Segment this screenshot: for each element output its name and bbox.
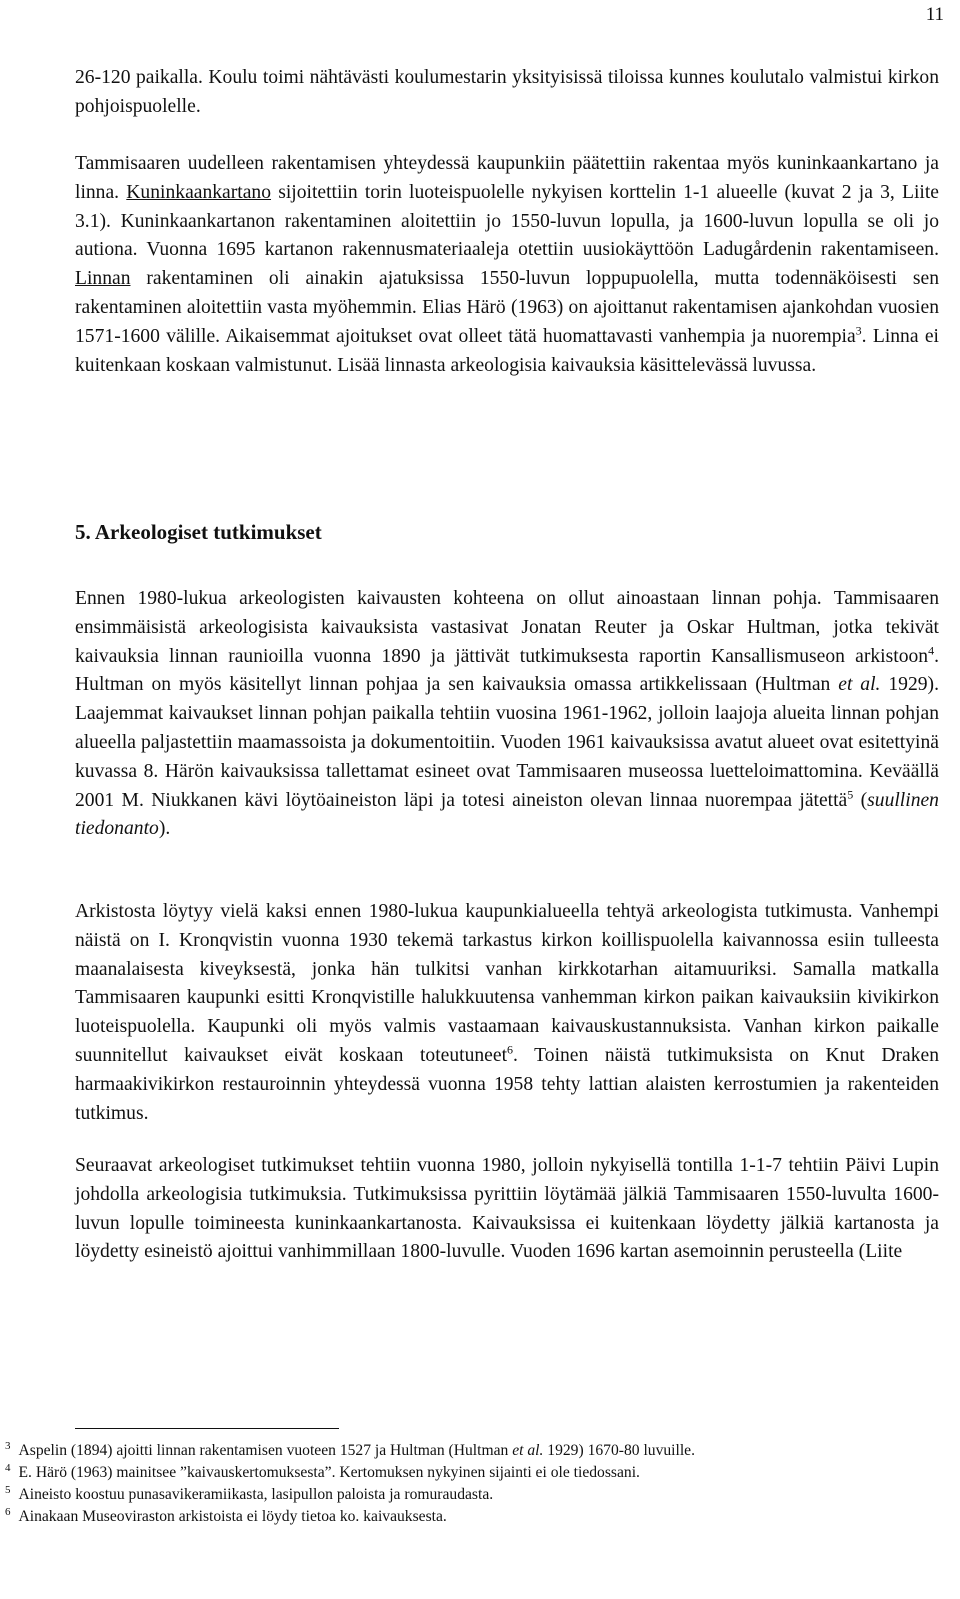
italic-text: suullinen tiedonanto [75,789,939,840]
underlined-term-royal-manor: Kuninkaankartano [126,181,272,203]
text-run: Tammisaaren uudelleen rakentamisen yhteydessä kaupunkiin päätettiin rakentaa myös kuninkaankartano ja linna. [75,153,939,203]
footnote-4 [5,1462,940,1484]
footnote-ref-5: 5 [847,787,854,802]
italic-text: et al. [512,1442,544,1459]
italic-text: et al. [838,674,881,696]
text-run: rakentaminen oli ainakin ajatuksissa 1550-luvun loppupuolella, mutta todennäköisesti sen rakentaminen aloitettiin vasta myöhemmin. Elias Härö (1963) on ajoittanut rakentamisen ajankohdan vuosien 1571-1600 välille. Aikaisemmat ajoitukset ovat olleet tätä huomattavasti vanhempia ja nuorempia [75,268,939,347]
paragraph-archive [75,898,939,1128]
text-run: Arkistosta löytyy vielä kaksi ennen 1980-lukua kaupunkialueella tehtyä arkeologista tutkimusta. Vanhempi näistä on I. Kronqvistin vuonna 1930 tekemä tarkastus kirkon koillispuolella kaivannossa esiin tulleesta maanalaisesta kiveyksestä, jonka hän tulkitsi vanhan kirkkotarhan aitamuuriksi. Samalla matkalla Tammisaaren kaupunki esitti Kronqvistille halukkuutensa vanhemman kirkon paikan kaivauksiin kivikirkon luoteispuolella. Kaupunki oli myös valmis vastaamaan kaivauskustannuksista. Vanhan kirkon paikalle suunnitellut kaivaukset eivät koskaan toteutuneet [75,901,939,1066]
text-run: ). [158,818,171,840]
text-run: . Toinen näistä tutkimuksista on Knut Draken harmaakivikirkon restauroinnin yhteydessä vuonna 1958 tehty lattian alaisten kerrostumien ja rakenteiden tutkimus. [75,1044,939,1124]
text-run: sijoitettiin torin luoteispuolelle nykyisen korttelin 1-1 alueelle (kuvat 2 ja 3, Liite 3.1). Kuninkaankartanon rakentaminen aloitettiin jo 1550-luvun lopulla, ja 1600-luvun lopulla se oli jo autiona. Vuonna 1695 kartanon rakennusmateriaaleja otettiin uusiokäyttöön Ladugårdenin rakentamiseen. [75,181,939,261]
paragraph-royal-manor [75,150,939,380]
page-number: 11 [925,4,944,25]
footnotes [5,1440,940,1528]
text-run: . Hultman on myös käsitellyt linnan pohjaa ja sen kaivauksia omassa artikkelissaan (Hultman [75,645,939,696]
footnote-number: 3 [5,1439,11,1452]
paragraph-1980-research [75,1152,939,1267]
footnote-divider [75,1428,339,1429]
text-run: Ennen 1980-lukua arkeologisten kaivausten kohteena on ollut ainoastaan linnan pohja. Tammisaaren ensimmäisistä arkeologisista kaivauksista vastasivat Jonatan Reuter ja Oskar Hultman, jotka tekivät kaivauksia linnan raunioilla vuonna 1890 ja jättivät tutkimuksesta raportin Kansallismuseon arkistoon [75,588,939,667]
footnote-5 [5,1484,940,1506]
footnote-text: 1929) 1670-80 luvuille. [543,1442,695,1459]
section-heading: 5. Arkeologiset tutkimukset [75,520,322,544]
footnote-number: 5 [5,1483,11,1496]
footnote-number: 4 [5,1461,11,1474]
footnote-ref-3: 3 [855,323,862,338]
footnote-number: 6 [5,1505,11,1518]
text-run: ( [853,789,868,811]
footnote-text: Ainakaan Museoviraston arkistoista ei löydy tietoa ko. kaivauksesta. [18,1508,447,1525]
underlined-term-castle: Linnan [75,268,131,290]
footnote-text: E. Härö (1963) mainitsee ”kaivauskertomuksesta”. Kertomuksen nykyinen sijainti ei ole tiedossani. [18,1464,640,1481]
text-run: . Linna ei kuitenkaan koskaan valmistunut. Lisää linnasta arkeologisia kaivauksia käsittelevässä luvussa. [75,325,939,376]
paragraph-text: Seuraavat arkeologiset tutkimukset tehtiin vuonna 1980, jolloin nykyisellä tontilla 1-1-7 tehtiin Päivi Lupin johdolla arkeologisia tutkimuksia. Tutkimuksissa pyrittiin löytämää jälkiä Tammisaaren 1550-luvulta 1600-luvun lopulle toimineesta kuninkaankartanosta. Kaivauksissa ei kuitenkaan löydetty jälkiä kartanosta ja löydetty esineistö ajoittui vanhimmillaan 1800-luvulle. Vuoden 1696 kartan asemoinnin perusteella (Liite [75,1155,939,1263]
footnote-3 [5,1440,940,1462]
footnote-text: Aspelin (1894) ajoitti linnan rakentamisen vuoteen 1527 ja Hultman (Hultman [18,1442,513,1459]
paragraph-school [75,64,939,122]
paragraph-excavations [75,585,939,844]
footnote-ref-6: 6 [507,1042,514,1057]
footnote-ref-4: 4 [928,643,935,658]
footnote-text: Aineisto koostuu punasavikeramiikasta, lasipullon paloista ja romuraudasta. [18,1486,494,1503]
text-run: 1929). Laajemmat kaivaukset linnan pohjan paikalla tehtiin vuosina 1961-1962, jolloin laajoja alueita linnan pohjan alueella paljastettiin maamassoista ja dokumentoitiin. Vuoden 1961 kaivauksissa avatut alueet ovat esitettyinä kuvassa 8. Härön kaivauksissa tallettamat esineet ovat Tammisaaren museossa luetteloimattomina. Keväällä 2001 M. Niukkanen kävi löytöaineiston läpi ja totesi aineiston olevan linnaa nuorempaa jätettä [75,674,939,811]
footnote-6 [5,1506,940,1528]
paragraph-text: 26-120 paikalla. Koulu toimi nähtävästi koulumestarin yksityisissä tiloissa kunnes koulutalo valmistui kirkon pohjoispuolelle. [75,67,939,117]
